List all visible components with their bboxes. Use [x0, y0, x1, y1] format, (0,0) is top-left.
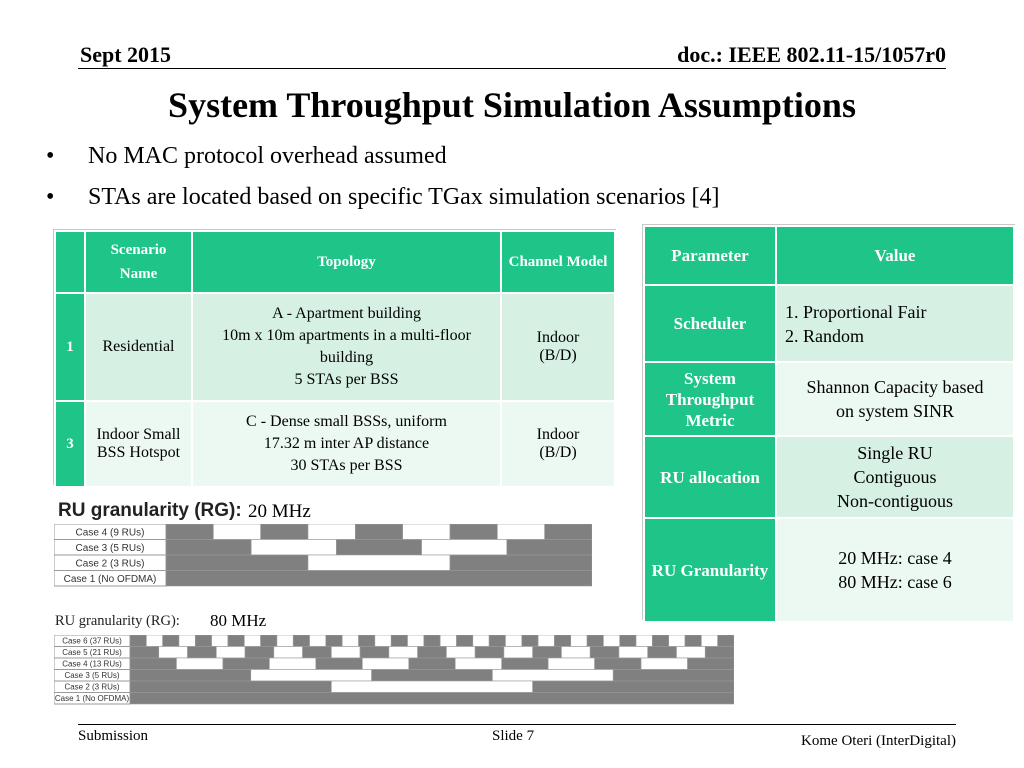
parameter-table — [643, 225, 1015, 623]
channel-line: Indoor — [536, 329, 580, 346]
topology-line: 30 STAs per BSS — [290, 457, 403, 474]
case-label: Case 2 (3 RUs) — [75, 558, 145, 570]
ru-segment — [548, 658, 594, 670]
ru-segment — [213, 524, 260, 540]
ru-segment — [424, 635, 440, 647]
ru-80-grid — [54, 635, 734, 705]
ru-segment — [130, 681, 331, 693]
ru-20-bandwidth: 20 MHz — [248, 501, 311, 522]
ru-segment — [303, 647, 332, 659]
header-value: Value — [776, 226, 1014, 285]
table-row — [644, 362, 1014, 436]
channel-line: (B/D) — [539, 444, 577, 461]
param-name: Scheduler — [644, 285, 776, 362]
table-row — [55, 401, 615, 487]
ru-segment — [603, 635, 619, 647]
case-label: Case 6 (37 RUs) — [62, 636, 122, 646]
ru-segment — [308, 524, 355, 540]
footer-divider — [78, 724, 956, 725]
ru-segment — [251, 670, 372, 682]
ru-segment — [533, 681, 734, 693]
ru-segment — [492, 670, 613, 682]
case-label: Case 3 (5 RUs) — [64, 671, 120, 681]
ru-segment — [146, 635, 162, 647]
topology-cell — [192, 293, 501, 401]
parameter-table-header — [644, 226, 1014, 285]
table-row — [644, 436, 1014, 518]
ru-segment — [502, 658, 548, 670]
ru-segment — [648, 647, 677, 659]
topology-cell — [192, 401, 501, 487]
header-index — [55, 231, 85, 293]
ru-segment — [561, 647, 590, 659]
ru-segment — [375, 635, 391, 647]
ru-segment — [130, 658, 176, 670]
value-line: 2. Random — [785, 325, 864, 346]
bullet-item — [46, 184, 719, 211]
param-value — [776, 362, 1014, 436]
param-value — [776, 518, 1014, 622]
ru-segment — [403, 524, 450, 540]
ru-segment — [636, 635, 652, 647]
ru-segment — [688, 658, 734, 670]
ru-segment — [613, 670, 734, 682]
value-line: 80 MHz: case 6 — [838, 572, 952, 592]
ru-segment — [316, 658, 362, 670]
value-line: Non-contiguous — [837, 491, 953, 511]
bullet-item — [46, 143, 447, 170]
header-doc-id: doc.: IEEE 802.11-15/1057r0 — [677, 42, 946, 67]
channel-line: (B/D) — [539, 347, 577, 364]
value-line: 20 MHz: case 4 — [838, 548, 952, 568]
ru-segment — [188, 647, 217, 659]
ru-segment — [545, 524, 592, 540]
scenario-table — [54, 230, 616, 488]
ru-segment — [216, 647, 245, 659]
header-parameter: Parameter — [644, 226, 776, 285]
ru-segment — [505, 635, 521, 647]
param-name: System Throughput Metric — [644, 362, 776, 436]
bullet-icon: • — [46, 143, 55, 169]
ru-segment — [166, 524, 213, 540]
ru-segment — [587, 635, 603, 647]
ru-segment — [331, 681, 532, 693]
ru-segment — [701, 635, 717, 647]
param-value — [776, 285, 1014, 362]
bullet-icon: • — [46, 184, 55, 210]
ru-segment — [372, 670, 493, 682]
case-label: Case 1 (No OFDMA) — [54, 694, 130, 704]
ru-segment — [362, 658, 408, 670]
ru-segment — [130, 693, 734, 705]
ru-segment — [641, 658, 687, 670]
ru-segment — [269, 658, 315, 670]
ru-segment — [408, 635, 424, 647]
header-scenario-name: Scenario Name — [85, 231, 192, 293]
ru-segment — [595, 658, 641, 670]
ru-segment — [718, 635, 734, 647]
ru-segment — [619, 647, 648, 659]
ru-segment — [533, 647, 562, 659]
topology-line: C - Dense small BSSs, uniform — [246, 413, 447, 430]
ru-segment — [360, 647, 389, 659]
ru-segment — [166, 540, 251, 556]
ru-segment — [130, 647, 159, 659]
topology-line: 10m x 10m apartments in a multi-floor building — [222, 327, 471, 366]
ru-segment — [538, 635, 554, 647]
ru-segment — [455, 658, 501, 670]
ru-segment — [504, 647, 533, 659]
case-label: Case 1 (No OFDMA) — [63, 574, 157, 586]
ru-segment — [310, 635, 326, 647]
ru-segment — [244, 635, 260, 647]
ru-segment — [166, 555, 308, 571]
ru-segment — [277, 635, 293, 647]
ru-segment — [497, 524, 544, 540]
ru-segment — [685, 635, 701, 647]
ru-segment — [669, 635, 685, 647]
ru-segment — [308, 555, 450, 571]
table-row — [55, 293, 615, 401]
value-line: on system SINR — [835, 401, 954, 421]
ru-segment — [652, 635, 668, 647]
row-index: 3 — [55, 401, 85, 487]
ru-segment — [418, 647, 447, 659]
ru-segment — [422, 540, 507, 556]
ru-segment — [389, 647, 418, 659]
case-label: Case 3 (5 RUs) — [75, 543, 145, 555]
ru-segment — [342, 635, 358, 647]
ru-segment — [261, 635, 277, 647]
ru-segment — [359, 635, 375, 647]
header-topology: Topology — [192, 231, 501, 293]
ru-segment — [130, 635, 146, 647]
ru-segment — [507, 540, 592, 556]
ru-segment — [336, 540, 421, 556]
footer-slide-number: Slide 7 — [492, 728, 535, 744]
scenario-name: Residential — [85, 293, 192, 401]
header-channel-model: Channel Model — [501, 231, 615, 293]
ru-20-label: RU granularity (RG): — [58, 500, 242, 521]
footer-submission: Submission — [78, 728, 149, 744]
ru-segment — [475, 647, 504, 659]
ru-segment — [228, 635, 244, 647]
footer-author: Kome Oteri (InterDigital) — [801, 733, 956, 749]
case-label: Case 4 (9 RUs) — [75, 527, 145, 539]
ru-segment — [355, 524, 402, 540]
ru-segment — [176, 658, 222, 670]
channel-line: Indoor — [536, 426, 580, 443]
ru-segment — [331, 647, 360, 659]
topology-line: 17.32 m inter AP distance — [263, 435, 430, 452]
value-line: Shannon Capacity based — [806, 377, 984, 397]
ru-segment — [676, 647, 705, 659]
scenario-table-header — [55, 231, 615, 293]
ru-segment — [590, 647, 619, 659]
ru-segment — [522, 635, 538, 647]
ru-segment — [274, 647, 303, 659]
header-date: Sept 2015 — [80, 42, 172, 67]
topology-line: 5 STAs per BSS — [294, 371, 399, 388]
ru-segment — [456, 635, 472, 647]
ru-segment — [450, 524, 497, 540]
param-name: RU Granularity — [644, 518, 776, 622]
scenario-name: Indoor Small BSS Hotspot — [85, 401, 192, 487]
ru-segment — [391, 635, 407, 647]
bullet-text: STAs are located based on specific TGax simulation scenarios [4] — [88, 184, 720, 210]
slide-title: System Throughput Simulation Assumptions — [168, 85, 856, 125]
ru-segment — [326, 635, 342, 647]
case-label: Case 4 (13 RUs) — [62, 659, 122, 669]
ru-segment — [195, 635, 211, 647]
ru-segment — [473, 635, 489, 647]
ru-segment — [179, 635, 195, 647]
ru-segment — [166, 571, 592, 587]
param-name: RU allocation — [644, 436, 776, 518]
ru-segment — [245, 647, 274, 659]
ru-segment — [212, 635, 228, 647]
ru-segment — [163, 635, 179, 647]
ru-segment — [293, 635, 309, 647]
ru-segment — [705, 647, 734, 659]
ru-segment — [261, 524, 308, 540]
ru-80-bandwidth: 80 MHz — [210, 611, 267, 630]
ru-80-label: RU granularity (RG): — [55, 613, 180, 629]
ru-segment — [489, 635, 505, 647]
param-value — [776, 436, 1014, 518]
ru-segment — [130, 670, 251, 682]
value-line: Single RU — [857, 443, 933, 463]
channel-cell — [501, 293, 615, 401]
ru-segment — [620, 635, 636, 647]
value-line: Contiguous — [853, 467, 937, 487]
ru-segment — [571, 635, 587, 647]
bullet-text: No MAC protocol overhead assumed — [88, 143, 447, 169]
topology-line: A - Apartment building — [272, 305, 421, 322]
value-line: 1. Proportional Fair — [785, 301, 927, 322]
ru-segment — [554, 635, 570, 647]
case-label: Case 2 (3 RUs) — [64, 682, 120, 692]
ru-segment — [223, 658, 269, 670]
table-row — [644, 518, 1014, 622]
ru-segment — [446, 647, 475, 659]
row-index: 1 — [55, 293, 85, 401]
header-divider — [78, 68, 946, 69]
ru-segment — [440, 635, 456, 647]
channel-cell — [501, 401, 615, 487]
table-row — [644, 285, 1014, 362]
ru-segment — [450, 555, 592, 571]
ru-segment — [251, 540, 336, 556]
ru-segment — [159, 647, 188, 659]
ru-20-grid — [54, 524, 592, 588]
ru-segment — [409, 658, 455, 670]
case-label: Case 5 (21 RUs) — [62, 648, 122, 658]
